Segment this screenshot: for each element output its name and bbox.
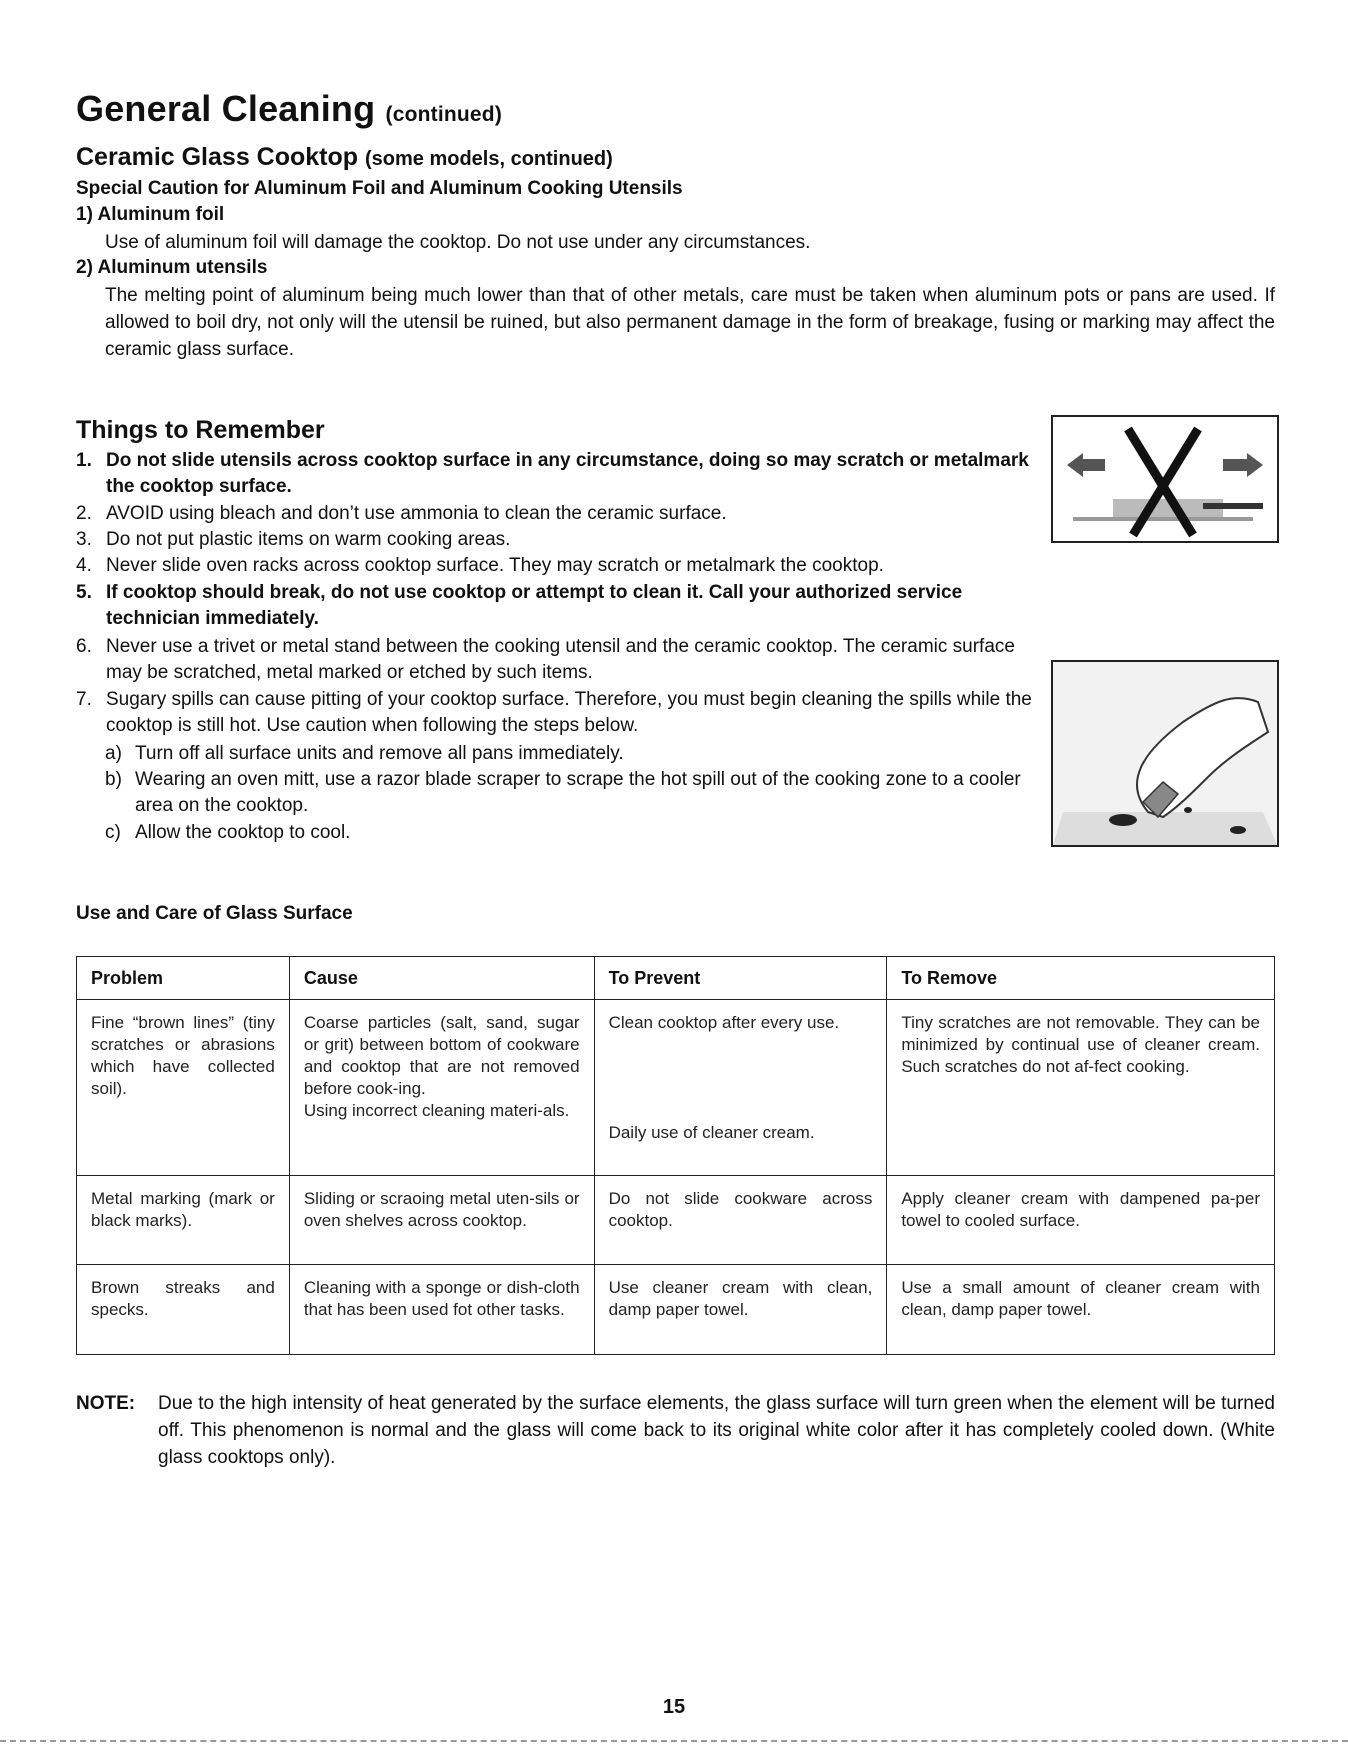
list-item: 7. Sugary spills can cause pitting of your cooktop surface. Therefore, you must begin cleaning the spills while the cooktop is still hot. Use caution when following the steps below. [76, 689, 1032, 736]
header-cause: Cause [289, 957, 594, 1000]
section-title: Ceramic Glass Cooktop (some models, continued) [76, 143, 613, 171]
cell-prevent: Clean cooktop after every use. Daily use of cleaner cream. [594, 1000, 887, 1176]
cell-remove: Tiny scratches are not removable. They can be minimized by continual use of cleaner cream. Such scratches do not af-fect cooking. [887, 1000, 1275, 1176]
note-text: Due to the high intensity of heat generated by the surface elements, the glass surface will turn green when the element will be turned off. This phenomenon is normal and the glass will come back to its original white color after it has completely cooled down. (White glass cooktops only). [158, 1393, 1275, 1468]
table-row [77, 1176, 1275, 1265]
list-item: 6. Never use a trivet or metal stand between the cooking utensil and the ceramic cooktop. The ceramic surface may be scratched, metal marked or etched by such items. [76, 636, 1015, 683]
header-to-remove: To Remove [887, 957, 1275, 1000]
table-header-row [77, 957, 1275, 1000]
things-to-remember-title: Things to Remember [76, 416, 325, 444]
list-item: 2. AVOID using bleach and don’t use ammonia to clean the ceramic surface. [76, 503, 727, 524]
list-item: 4. Never slide oven racks across cooktop surface. They may scratch or metalmark the cooktop. [76, 555, 884, 576]
cell-remove: Use a small amount of cleaner cream with clean, damp paper towel. [887, 1265, 1275, 1355]
aluminum-utensils-heading: 2) Aluminum utensils [76, 257, 268, 278]
page-title: General Cleaning (continued) [76, 88, 503, 129]
note-block [76, 1390, 1275, 1471]
note-label: NOTE: [76, 1393, 136, 1414]
cell-cause: Sliding or scraoing metal uten-sils or oven shelves across cooktop. [289, 1176, 594, 1265]
cell-problem: Fine “brown lines” (tiny scratches or abrasions which have collected soil). [77, 1000, 290, 1176]
aluminum-utensils-text: The melting point of aluminum being much lower than that of other metals, care must be taken when aluminum pots or pans are used. If allowed to boil dry, not only will the utensil be ruined, but also permanent damage in the form of breakage, fusing or marking may affect the ceramic glass surface. [105, 285, 1275, 360]
sub-list-item: c) Allow the cooktop to cool. [105, 822, 351, 843]
caution-heading: Special Caution for Aluminum Foil and Aluminum Cooking Utensils [76, 178, 683, 199]
table-title: Use and Care of Glass Surface [76, 903, 353, 924]
list-item: 3. Do not put plastic items on warm cooking areas. [76, 529, 511, 550]
header-to-prevent: To Prevent [594, 957, 887, 1000]
table-row [77, 1000, 1275, 1176]
cell-remove: Apply cleaner cream with dampened pa-per towel to cooled surface. [887, 1176, 1275, 1265]
cell-cause: Coarse particles (salt, sand, sugar or grit) between bottom of cookware and cooktop that are not removed before cook-ing. Using incorrect cleaning materi-als. [289, 1000, 594, 1176]
sub-list-item: a) Turn off all surface units and remove all pans immediately. [105, 743, 624, 764]
page-edge-divider [0, 1740, 1348, 1742]
cell-prevent: Use cleaner cream with clean, damp paper towel. [594, 1265, 887, 1355]
cell-prevent: Do not slide cookware across cooktop. [594, 1176, 887, 1265]
sub-list-item: b) Wearing an oven mitt, use a razor blade scraper to scrape the hot spill out of the cooking zone to a cooler area on the cooktop. [105, 769, 1021, 816]
aluminum-foil-heading: 1) Aluminum foil [76, 204, 225, 225]
list-item: 1. Do not slide utensils across cooktop surface in any circumstance, doing so may scratch or metalmark the cooktop surface. [76, 450, 1029, 497]
page-number: 15 [662, 1696, 686, 1718]
table-row [77, 1265, 1275, 1355]
no-sliding-icon [1053, 417, 1277, 541]
list-item: 5. If cooktop should break, do not use cooktop or attempt to clean it. Call your authorized service technician immediately. [76, 582, 963, 629]
header-problem: Problem [77, 957, 290, 1000]
no-sliding-illustration [1051, 415, 1279, 543]
cell-cause: Cleaning with a sponge or dish-cloth that has been used fot other tasks. [289, 1265, 594, 1355]
cell-problem: Brown streaks and specks. [77, 1265, 290, 1355]
scraper-illustration [1051, 660, 1279, 847]
glass-surface-table [76, 956, 1275, 1355]
cell-problem: Metal marking (mark or black marks). [77, 1176, 290, 1265]
oven-mitt-scraper-icon [1053, 662, 1277, 845]
aluminum-foil-text: Use of aluminum foil will damage the cooktop. Do not use under any circumstances. [105, 232, 811, 253]
